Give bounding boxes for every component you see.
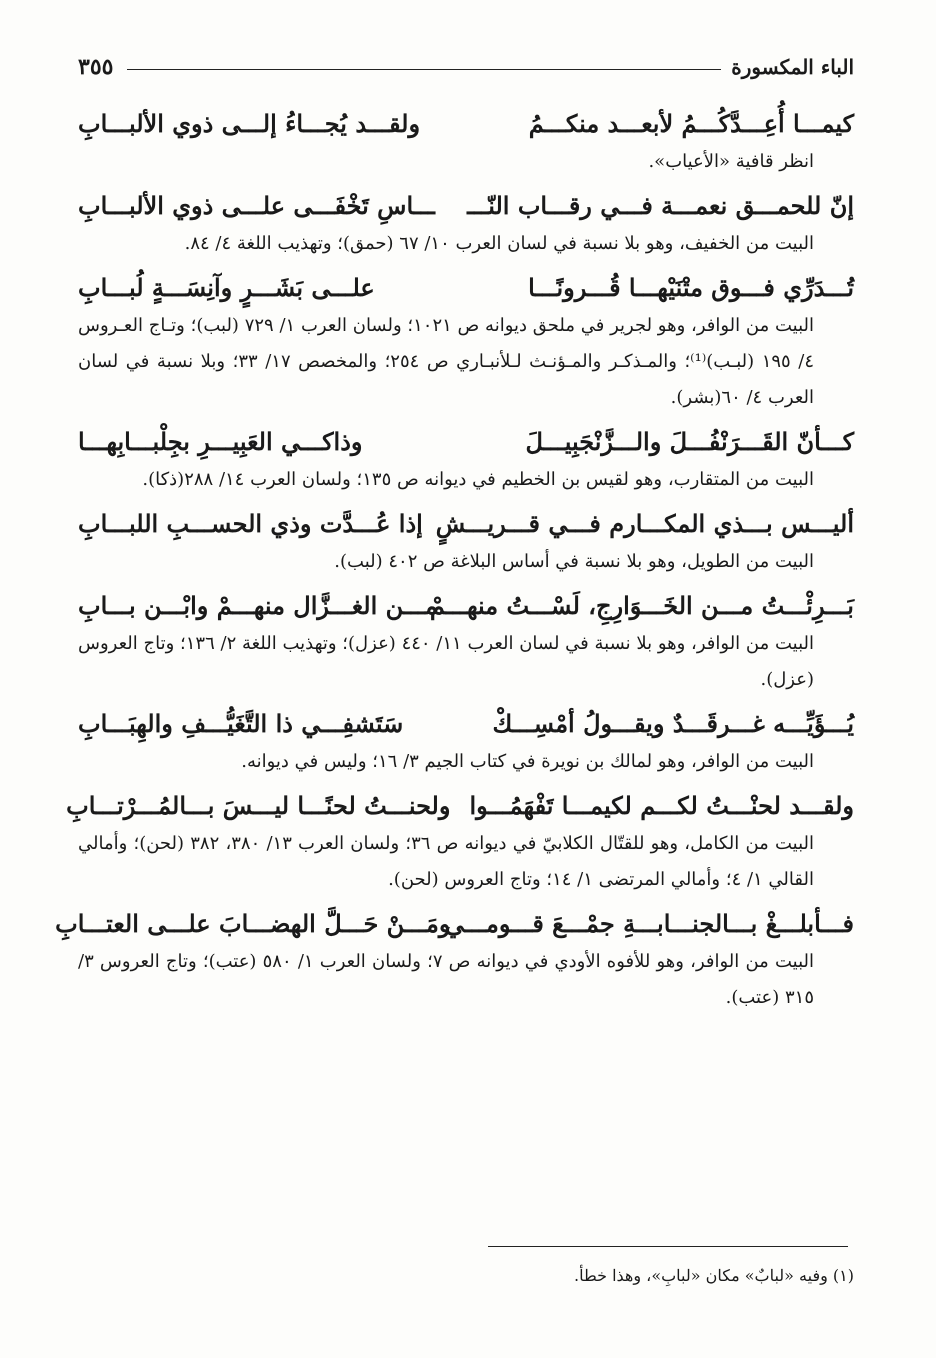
verse-first-hemistich: تُـــدَرِّي فـــوق متْنَيْهـــا قُـــرونًـــا — [528, 273, 854, 302]
page-body — [55, 100, 854, 1016]
page-number: ٣٥٥ — [78, 54, 114, 80]
footnote-rule — [488, 1246, 848, 1247]
running-title: الباء المكسورة — [731, 55, 854, 79]
verse-line — [78, 104, 854, 144]
verse-first-hemistich: كـــأنّ القَـــرَنْفُـــلَ والـــزَّنْجَبِيـــلَ — [525, 427, 854, 456]
verse-second-hemistich: علـــى بَشَـــرٍ وآنِسَـــةٍ لُبـــابِ — [78, 273, 375, 302]
verse-note: البيت من الوافر، وهو لجرير في ملحق ديوانه ص ١٠٢١؛ ولسان العرب ١/ ٧٢٩ (لبب)؛ وتـاج العـروس ٤/ ١٩٥ (لبـب)⁽¹⁾؛ والمـذكـر والمـؤنـث لـلأنبـاري ص ٢٥٤؛ والمخصص ١٧/ ٣٣؛ وبلا نسبة في لسان العرب ٤/ ٦٠(بشر). — [78, 315, 815, 408]
verse-first-hemistich: كيمـــا أُعِـــدَّكُـــمُ لأبعـــد منكـــمُ — [528, 109, 854, 138]
verse-second-hemistich: ولحنـــتُ لحنًـــا ليـــسَ بـــالمُـــرْتـــابِ — [66, 791, 451, 820]
verse-first-hemistich: أليـــس بـــذي المكـــارم فـــي قـــريـــشٍ — [435, 509, 854, 538]
verse-first-hemistich: إنّ للحمـــق نعمـــة فـــي رقـــاب النّـــ — [467, 191, 854, 220]
verse-line — [78, 504, 854, 544]
verse-note: انظر قافية «الأعياب». — [648, 151, 814, 172]
verse-first-hemistich: فـــأبلـــغْ بـــالجنـــابـــةِ جمْـــعَ قـــومـــي — [444, 909, 854, 938]
verse-line — [78, 704, 854, 744]
verse-second-hemistich: مـــن الغـــزَّال منهـــمْ وابْـــن بـــابِ — [78, 591, 438, 620]
verse-note: البيت من الوافر، وهو لمالك بن نويرة في كتاب الجيم ٣/ ١٦؛ وليس في ديوانه. — [241, 751, 814, 772]
verse-note: البيت من الكامل، وهو للقتّال الكلابيّ في ديوانه ص ٣٦؛ ولسان العرب ١٣/ ٣٨٠، ٣٨٢ (لحن)؛ وأمالي القالي ١/ ٤؛ وأمالي المرتضى ١/ ١٤؛ وتاج العروس (لحن). — [78, 833, 815, 890]
footnote: (١) وفيه «لبابٌ» مكان «لبابِ»، وهذا خطأ. — [574, 1266, 854, 1285]
header-rule — [127, 69, 721, 70]
verse-second-hemistich: إذا عُـــدَّت وذي الحســـبِ اللبـــابِ — [78, 509, 423, 538]
page-header — [78, 50, 854, 84]
verse-first-hemistich: يُـــؤَيِّـــه غـــرقَـــدٌ ويقـــولُ أمْسِـــكْ — [492, 709, 854, 738]
verse-line — [78, 268, 854, 308]
verse-note: البيت من الوافر، وهو بلا نسبة في لسان العرب ١١/ ٤٤٠ (عزل)؛ وتهذيب اللغة ٢/ ١٣٦؛ وتاج العروس (عزل). — [78, 633, 814, 690]
verse-note: البيت من الوافر، وهو للأفوه الأودي في ديوانه ص ٧؛ ولسان العرب ١/ ٥٨٠ (عتب)؛ وتاج العروس ٣/ ٣١٥ (عتب). — [78, 951, 815, 1008]
verse-note: البيت من المتقارب، وهو لقيس بن الخطيم في ديوانه ص ١٣٥؛ ولسان العرب ١٤/ ٢٨٨(ذكا). — [142, 469, 814, 490]
verse-line — [55, 904, 854, 944]
verse-line — [66, 786, 854, 826]
verse-second-hemistich: ـــاسِ تَخْفَـــى علـــى ذوي الألبـــابِ — [78, 191, 435, 220]
verse-second-hemistich: سَتَشفِـــي ذا التَّغَيُّـــفِ والهِبَـــابِ — [78, 709, 404, 738]
verse-line — [78, 422, 854, 462]
verse-second-hemistich: ولقـــد يُجـــاءُ إلـــى ذوي الألبـــابِ — [78, 109, 421, 138]
verse-line — [78, 586, 854, 626]
verse-line — [78, 186, 854, 226]
verse-second-hemistich: ومَـــنْ حَـــلَّ الهضـــابَ علـــى العتـــابِ — [55, 909, 451, 938]
verse-second-hemistich: وذاكـــي العَبِيـــرِ بجِلْبـــابِهـــا — [78, 427, 363, 456]
verse-note: البيت من الطويل، وهو بلا نسبة في أساس البلاغة ص ٤٠٢ (لبب). — [334, 551, 814, 572]
verse-first-hemistich: بَـــرِئْـــتُ مـــن الخَـــوَارِجِ، لَسْـــتُ منهـــمْ — [429, 591, 854, 620]
verse-note: البيت من الخفيف، وهو بلا نسبة في لسان العرب ١٠/ ٦٧ (حمق)؛ وتهذيب اللغة ٤/ ٨٤. — [184, 233, 814, 254]
verse-first-hemistich: ولقـــد لحنْـــتُ لكـــم لكيمـــا تَفْهَمُـــوا — [469, 791, 854, 820]
